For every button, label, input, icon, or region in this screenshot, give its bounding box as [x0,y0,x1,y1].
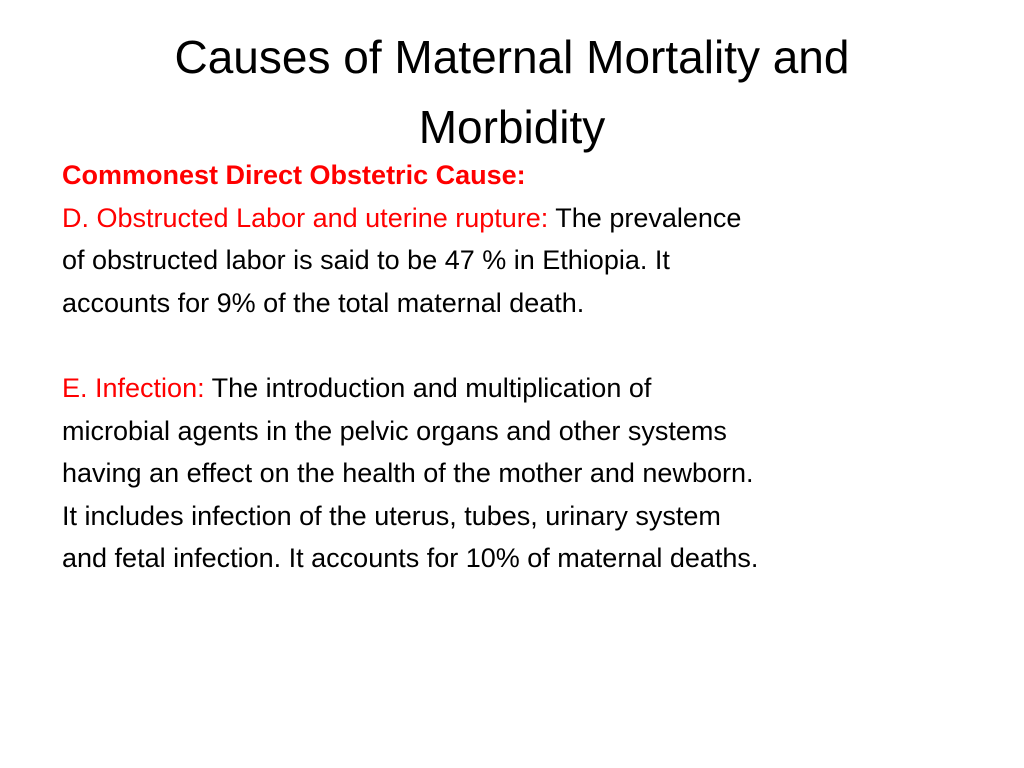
item-obstructed-labor [62,197,762,325]
item-text: The prevalence of obstructed labor is said to be 47 % in Ethiopia. It accounts for 9% of the total maternal death. [62,202,742,318]
item-label: D. Obstructed Labor and uterine rupture: [62,202,549,233]
item-infection [62,367,762,580]
slide-title: Causes of Maternal Mortality and Morbidity [174,31,850,153]
slide-body [62,154,762,580]
item-text: The introduction and multiplication of microbial agents in the pelvic organs and other systems having an effect on the health of the mother and newborn. It includes infection of the uterus, tubes, urinary system and fetal infection. It accounts for 10% of maternal deaths. [62,372,759,574]
paragraph-gap [62,324,762,367]
item-label: E. Infection: [62,372,205,403]
section-heading: Commonest Direct Obstetric Cause: [62,160,526,190]
